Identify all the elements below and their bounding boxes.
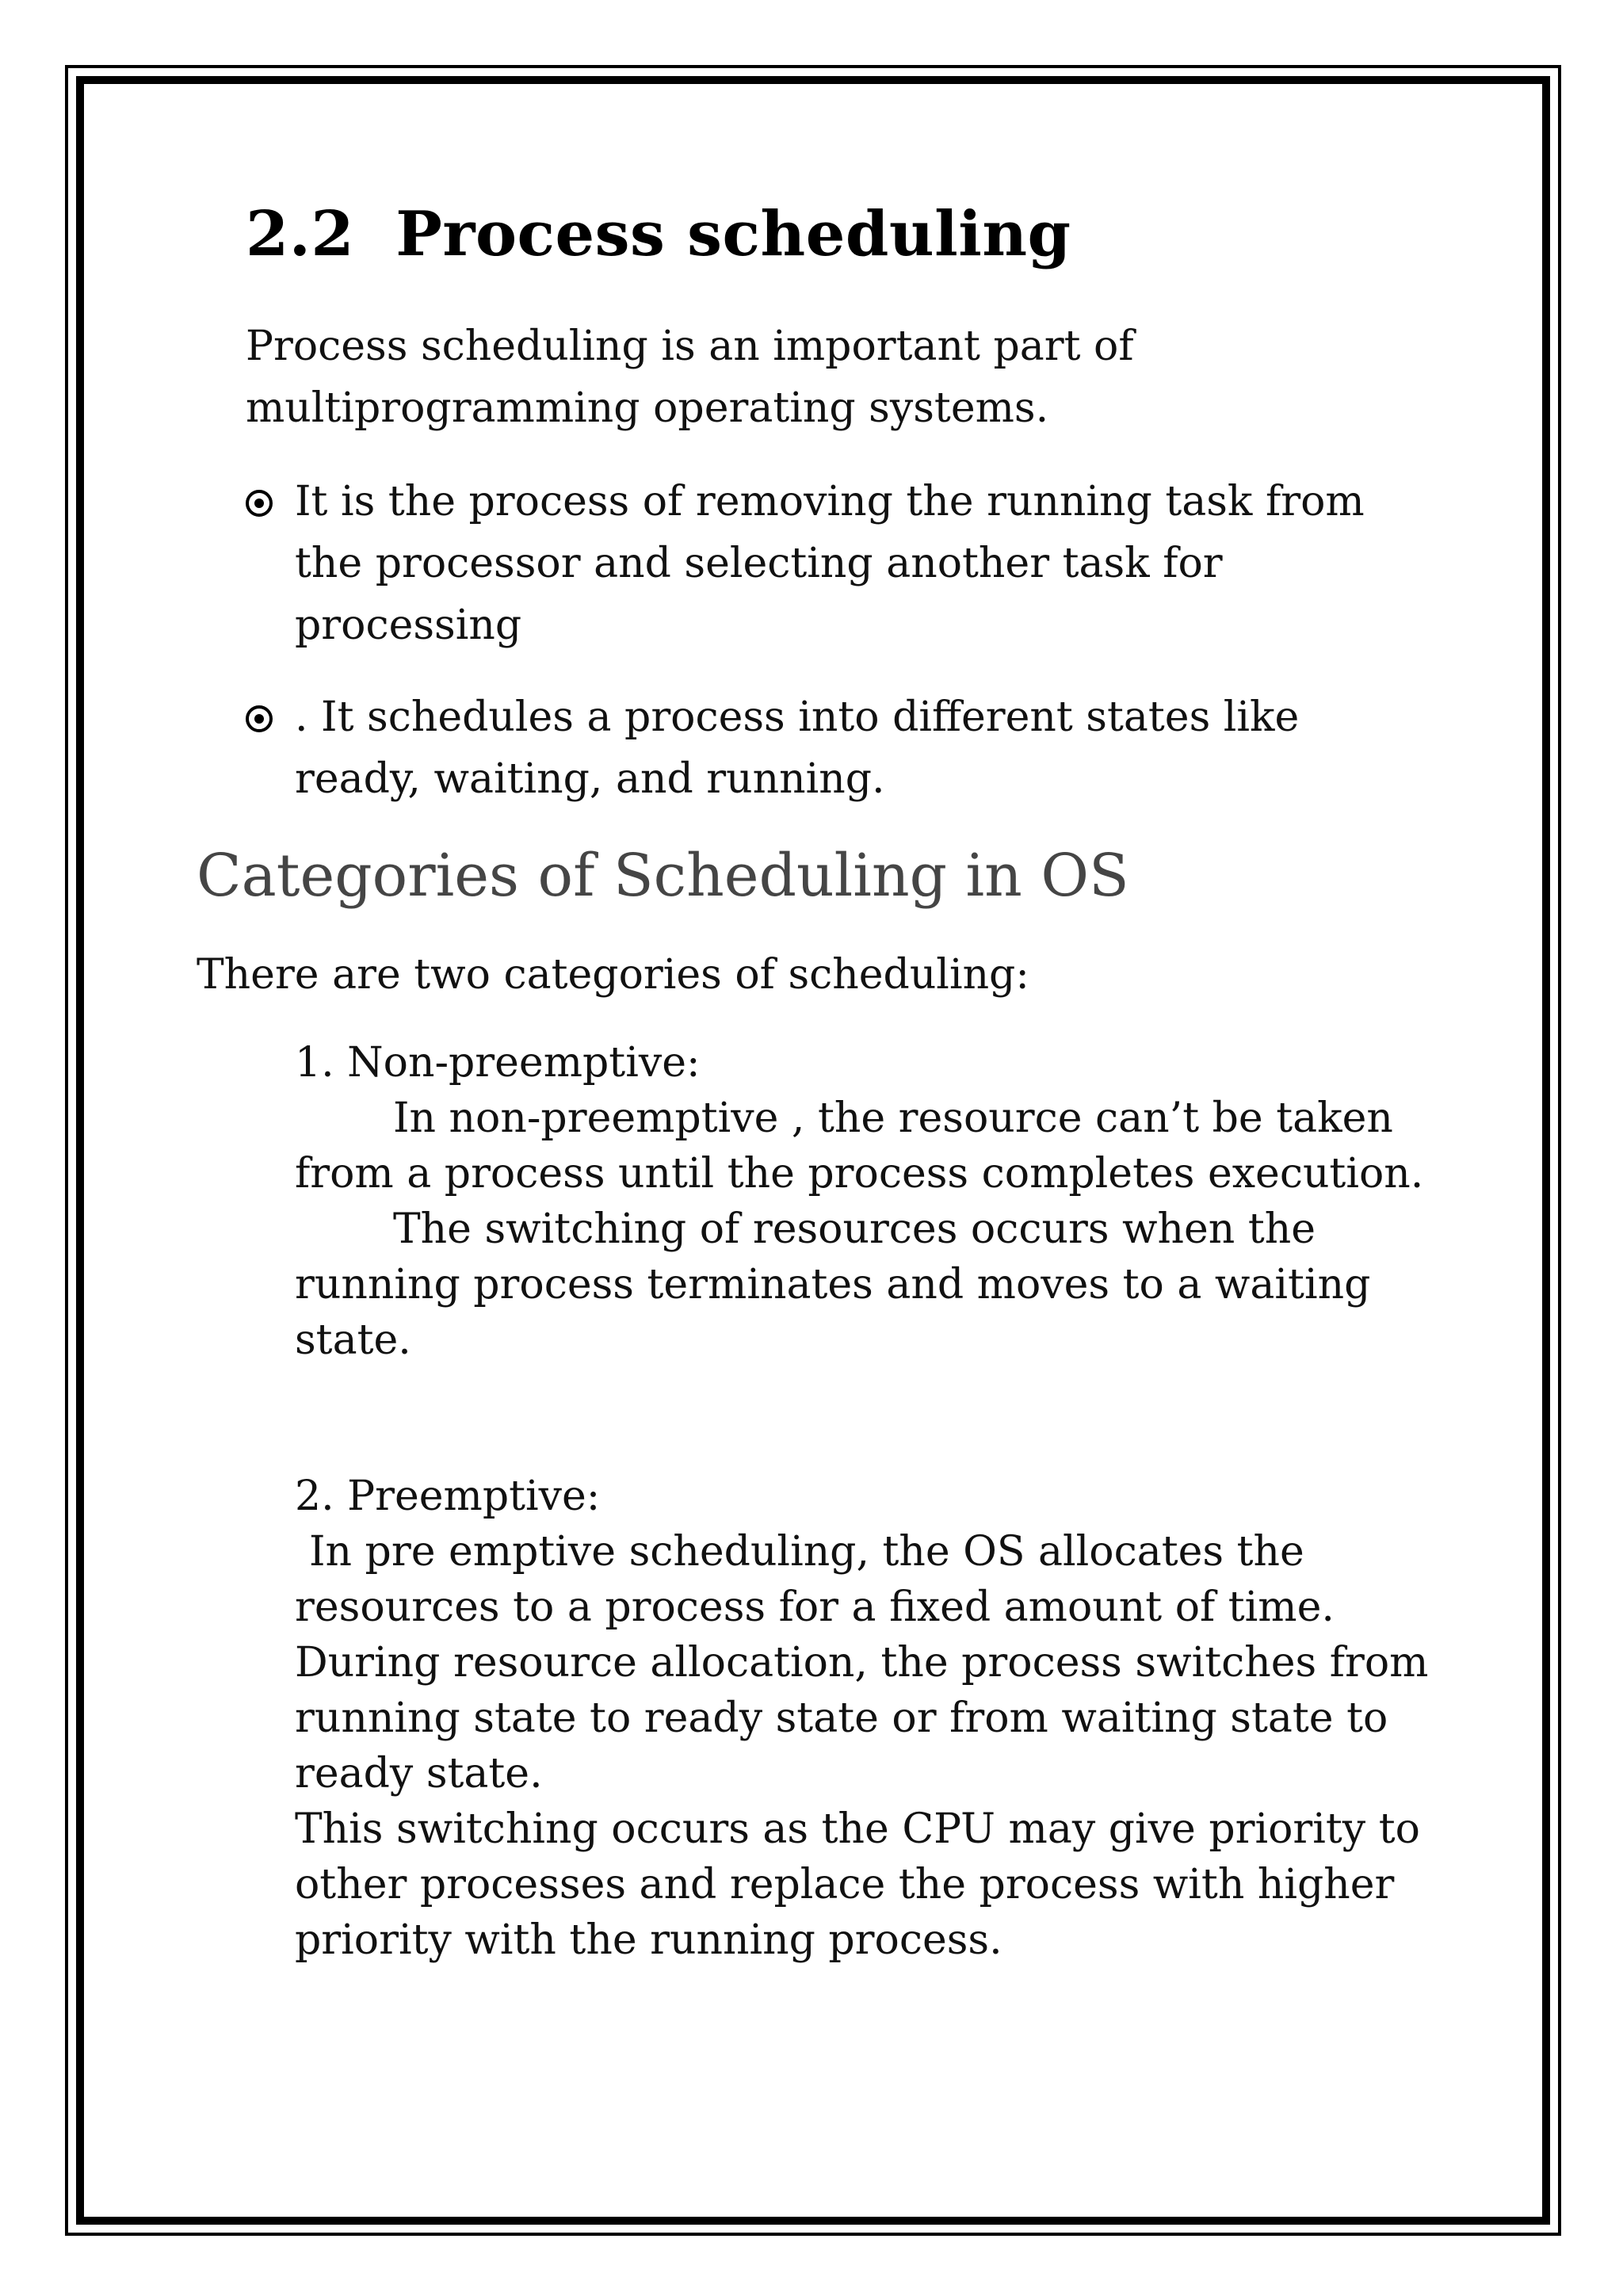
category-paragraph: In non-preemptive , the resource can’t be taken from a process until the process completes execution.: [295, 1095, 1424, 1198]
category-label: 2. Preemptive:: [295, 1473, 601, 1520]
category-paragraph: In pre emptive scheduling, the OS allocates the resources to a process for a fixed amount of time. During resource allocation, the process switches from running state to ready state or from waiting state to ready state.: [295, 1528, 1429, 1797]
intro-paragraph: Process scheduling is an important part of multiprogramming operating systems.: [246, 323, 1134, 432]
category-item-non-preemptive: [295, 1035, 1468, 1368]
category-label: 1. Non-preemptive:: [295, 1039, 701, 1087]
bullet-text: It is the process of removing the running task from the processor and selecting another task for processing: [295, 478, 1365, 649]
category-paragraph: The switching of resources occurs when the running process terminates and moves to a waiting state.: [295, 1205, 1371, 1364]
category-item-preemptive: [295, 1469, 1468, 1968]
bullet-text: . It schedules a process into different states like ready, waiting, and running.: [295, 693, 1300, 803]
section-heading: [246, 198, 1071, 270]
section-number: 2.2: [246, 198, 355, 270]
section-title: Process scheduling: [395, 198, 1071, 270]
radio-bullet-icon: [246, 490, 273, 517]
categories-lead: There are two categories of scheduling:: [197, 951, 1029, 999]
categories-heading: Categories of Scheduling in OS: [197, 842, 1129, 910]
category-paragraph: This switching occurs as the CPU may give priority to other processes and replace the process with higher priority with the running process.: [295, 1805, 1420, 1964]
radio-bullet-icon: [246, 705, 273, 732]
